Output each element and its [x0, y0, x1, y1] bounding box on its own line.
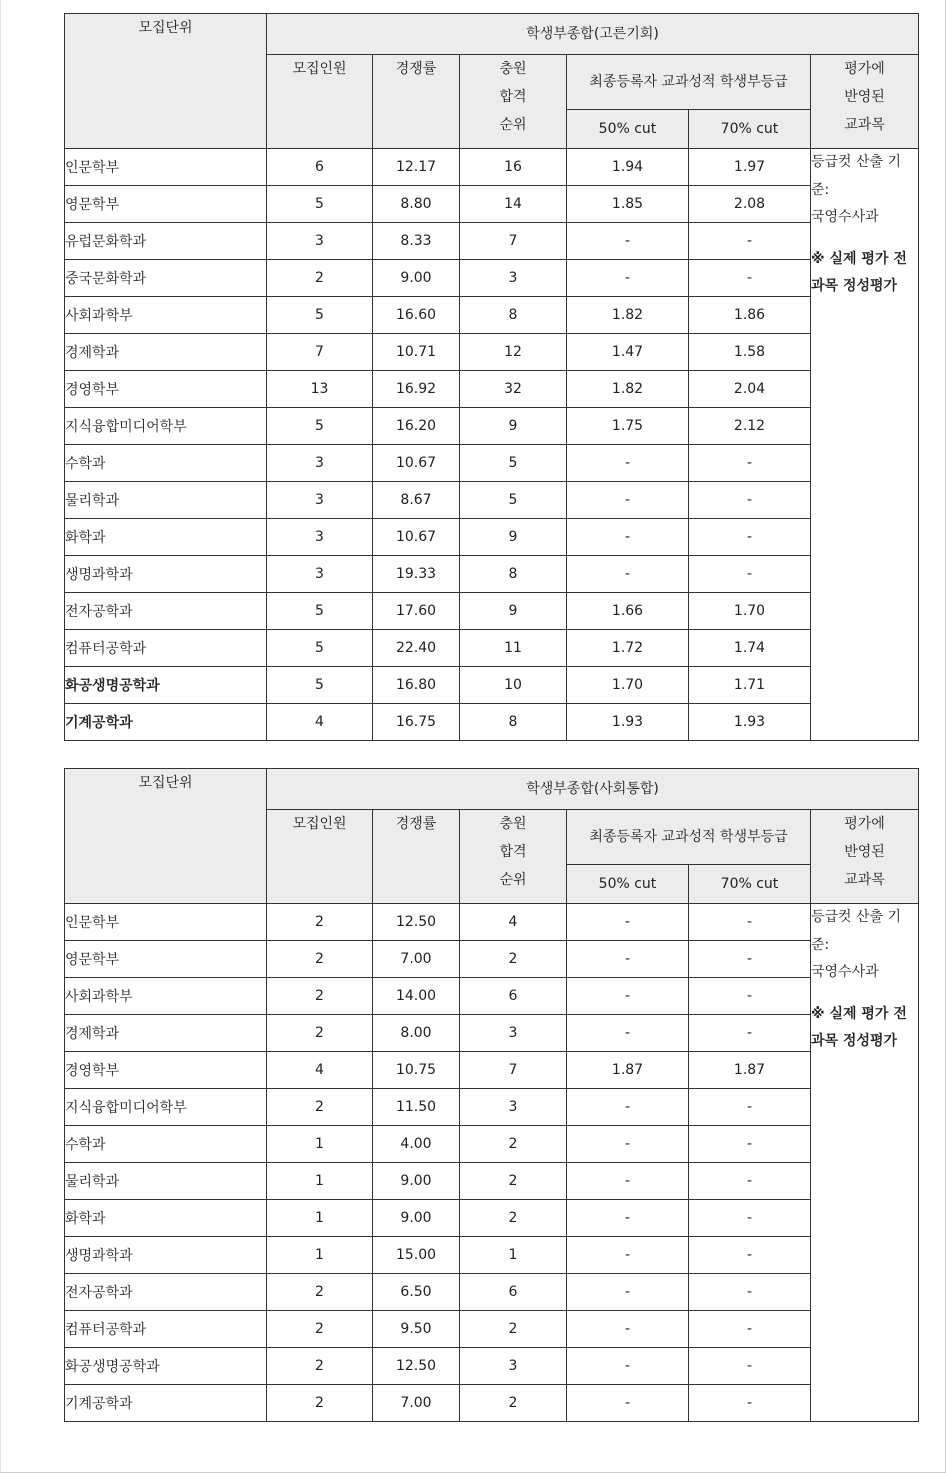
waitlist-rank-cell: 14: [460, 186, 567, 223]
header-waitlist-rank: 충원 합격 순위: [460, 55, 567, 149]
capacity-cell: 5: [267, 408, 373, 445]
waitlist-rank-cell: 7: [460, 1052, 567, 1089]
cut70-cell: -: [689, 1237, 811, 1274]
dept-name-cell: 사회과학부: [65, 297, 267, 334]
table-row: [65, 1385, 919, 1422]
table-row: [65, 1200, 919, 1237]
cut70-cell: -: [689, 904, 811, 941]
cut50-cell: -: [567, 941, 689, 978]
competition-rate-cell: 12.50: [373, 1348, 460, 1385]
cut70-cell: -: [689, 1348, 811, 1385]
capacity-cell: 2: [267, 904, 373, 941]
dept-name-cell: 화학과: [65, 1200, 267, 1237]
dept-name-cell: 컴퓨터공학과: [65, 1311, 267, 1348]
competition-rate-cell: 8.67: [373, 482, 460, 519]
cut70-cell: 1.71: [689, 667, 811, 704]
waitlist-rank-cell: 16: [460, 149, 567, 186]
table-row: [65, 482, 919, 519]
cut50-cell: -: [567, 978, 689, 1015]
cut50-cell: 1.75: [567, 408, 689, 445]
competition-rate-cell: 12.17: [373, 149, 460, 186]
header-capacity: 모집인원: [267, 810, 373, 904]
waitlist-rank-cell: 8: [460, 297, 567, 334]
table-row: [65, 704, 919, 741]
capacity-cell: 1: [267, 1126, 373, 1163]
capacity-cell: 2: [267, 1274, 373, 1311]
dept-name-cell: 사회과학부: [65, 978, 267, 1015]
dept-name-cell: 물리학과: [65, 482, 267, 519]
table-body: [65, 904, 919, 1422]
cut50-cell: -: [567, 1274, 689, 1311]
cut70-cell: 2.12: [689, 408, 811, 445]
dept-name-cell: 물리학과: [65, 1163, 267, 1200]
dept-name-cell: 중국문화학과: [65, 260, 267, 297]
dept-name-cell: 전자공학과: [65, 1274, 267, 1311]
cut50-cell: -: [567, 1311, 689, 1348]
waitlist-rank-cell: 2: [460, 941, 567, 978]
competition-rate-cell: 9.00: [373, 260, 460, 297]
cut50-cell: -: [567, 482, 689, 519]
header-subjects: 평가에 반영된 교과목: [811, 55, 919, 149]
table-row: [65, 593, 919, 630]
competition-rate-cell: 17.60: [373, 593, 460, 630]
cut70-cell: -: [689, 1385, 811, 1422]
competition-rate-cell: 8.80: [373, 186, 460, 223]
competition-rate-cell: 7.00: [373, 941, 460, 978]
dept-name-cell: 영문학부: [65, 941, 267, 978]
waitlist-rank-cell: 1: [460, 1237, 567, 1274]
dept-name-cell: 인문학부: [65, 904, 267, 941]
cut70-cell: -: [689, 1163, 811, 1200]
waitlist-rank-cell: 12: [460, 334, 567, 371]
capacity-cell: 2: [267, 260, 373, 297]
header-group: 학생부종합(사회통합): [267, 769, 919, 810]
capacity-cell: 3: [267, 223, 373, 260]
table-row: [65, 1126, 919, 1163]
waitlist-rank-cell: 3: [460, 1015, 567, 1052]
table-row: [65, 519, 919, 556]
waitlist-rank-cell: 6: [460, 978, 567, 1015]
cut50-cell: -: [567, 223, 689, 260]
cut70-cell: -: [689, 1311, 811, 1348]
cut50-cell: 1.72: [567, 630, 689, 667]
capacity-cell: 4: [267, 1052, 373, 1089]
competition-rate-cell: 8.00: [373, 1015, 460, 1052]
capacity-cell: 2: [267, 1348, 373, 1385]
capacity-cell: 3: [267, 482, 373, 519]
competition-rate-cell: 6.50: [373, 1274, 460, 1311]
waitlist-rank-cell: 2: [460, 1311, 567, 1348]
cut50-cell: -: [567, 1348, 689, 1385]
cut50-cell: 1.85: [567, 186, 689, 223]
cut70-cell: 1.74: [689, 630, 811, 667]
dept-name-cell: 화학과: [65, 519, 267, 556]
cut50-cell: -: [567, 904, 689, 941]
table-row: [65, 1237, 919, 1274]
table-row: [65, 297, 919, 334]
cut50-cell: 1.82: [567, 371, 689, 408]
waitlist-rank-cell: 9: [460, 593, 567, 630]
cut50-cell: 1.70: [567, 667, 689, 704]
cut50-cell: -: [567, 556, 689, 593]
cut70-cell: 2.04: [689, 371, 811, 408]
cut70-cell: -: [689, 556, 811, 593]
evaluation-note: [811, 904, 919, 1422]
dept-name-cell: 기계공학과: [65, 704, 267, 741]
waitlist-rank-cell: 4: [460, 904, 567, 941]
cut50-cell: -: [567, 519, 689, 556]
table-row: [65, 334, 919, 371]
table-row: [65, 630, 919, 667]
dept-name-cell: 유럽문화학과: [65, 223, 267, 260]
cut50-cell: 1.93: [567, 704, 689, 741]
dept-name-cell: 전자공학과: [65, 593, 267, 630]
capacity-cell: 2: [267, 1385, 373, 1422]
table-row: [65, 556, 919, 593]
waitlist-rank-cell: 32: [460, 371, 567, 408]
table-row: [65, 904, 919, 941]
capacity-cell: 1: [267, 1163, 373, 1200]
cut70-cell: -: [689, 978, 811, 1015]
table-row: [65, 408, 919, 445]
table-row: [65, 260, 919, 297]
dept-name-cell: 화공생명공학과: [65, 667, 267, 704]
admission-table-goreun: [64, 13, 919, 741]
table-body: [65, 149, 919, 741]
note-subjects: 국영수사과: [811, 209, 879, 225]
capacity-cell: 3: [267, 445, 373, 482]
dept-name-cell: 생명과학과: [65, 1237, 267, 1274]
table-row: [65, 149, 919, 186]
waitlist-rank-cell: 5: [460, 482, 567, 519]
cut70-cell: -: [689, 1274, 811, 1311]
table-row: [65, 1052, 919, 1089]
competition-rate-cell: 15.00: [373, 1237, 460, 1274]
cut70-cell: 1.93: [689, 704, 811, 741]
dept-name-cell: 수학과: [65, 1126, 267, 1163]
dept-name-cell: 컴퓨터공학과: [65, 630, 267, 667]
capacity-cell: 2: [267, 941, 373, 978]
cut70-cell: -: [689, 941, 811, 978]
cut70-cell: -: [689, 1089, 811, 1126]
competition-rate-cell: 16.20: [373, 408, 460, 445]
waitlist-rank-cell: 8: [460, 704, 567, 741]
table-row: [65, 1089, 919, 1126]
competition-rate-cell: 9.00: [373, 1163, 460, 1200]
table-row: [65, 1163, 919, 1200]
cut50-cell: -: [567, 1385, 689, 1422]
cut50-cell: -: [567, 1126, 689, 1163]
capacity-cell: 1: [267, 1237, 373, 1274]
waitlist-rank-cell: 2: [460, 1200, 567, 1237]
table-row: [65, 667, 919, 704]
waitlist-rank-cell: 3: [460, 1348, 567, 1385]
competition-rate-cell: 10.67: [373, 445, 460, 482]
waitlist-rank-cell: 7: [460, 223, 567, 260]
capacity-cell: 3: [267, 556, 373, 593]
competition-rate-cell: 8.33: [373, 223, 460, 260]
cut50-cell: -: [567, 1089, 689, 1126]
cut50-cell: -: [567, 445, 689, 482]
capacity-cell: 5: [267, 297, 373, 334]
capacity-cell: 5: [267, 593, 373, 630]
capacity-cell: 5: [267, 186, 373, 223]
waitlist-rank-cell: 6: [460, 1274, 567, 1311]
table-row: [65, 445, 919, 482]
cut70-cell: 2.08: [689, 186, 811, 223]
dept-name-cell: 경영학부: [65, 371, 267, 408]
dept-name-cell: 기계공학과: [65, 1385, 267, 1422]
capacity-cell: 7: [267, 334, 373, 371]
table-row: [65, 1311, 919, 1348]
waitlist-rank-cell: 8: [460, 556, 567, 593]
competition-rate-cell: 16.75: [373, 704, 460, 741]
waitlist-rank-cell: 2: [460, 1126, 567, 1163]
waitlist-rank-cell: 2: [460, 1163, 567, 1200]
competition-rate-cell: 16.60: [373, 297, 460, 334]
cut70-cell: -: [689, 445, 811, 482]
header-subjects: 평가에 반영된 교과목: [811, 810, 919, 904]
capacity-cell: 1: [267, 1200, 373, 1237]
cut70-cell: -: [689, 260, 811, 297]
note-criteria: 등급컷 산출 기준:: [811, 909, 902, 953]
capacity-cell: 2: [267, 978, 373, 1015]
header-cut50: 50% cut: [567, 110, 689, 149]
admission-table-sahoe: [64, 768, 919, 1422]
waitlist-rank-cell: 3: [460, 1089, 567, 1126]
header-competition: 경쟁률: [373, 55, 460, 149]
dept-name-cell: 경영학부: [65, 1052, 267, 1089]
cut70-cell: 1.97: [689, 149, 811, 186]
table-row: [65, 941, 919, 978]
note-criteria: 등급컷 산출 기준:: [811, 154, 902, 198]
cut70-cell: 1.70: [689, 593, 811, 630]
dept-name-cell: 경제학과: [65, 1015, 267, 1052]
dept-name-cell: 화공생명공학과: [65, 1348, 267, 1385]
header-unit: 모집단위: [65, 14, 267, 149]
cut70-cell: -: [689, 223, 811, 260]
waitlist-rank-cell: 5: [460, 445, 567, 482]
competition-rate-cell: 10.67: [373, 519, 460, 556]
table-row: [65, 1015, 919, 1052]
cut50-cell: -: [567, 1200, 689, 1237]
header-unit: 모집단위: [65, 769, 267, 904]
cut70-cell: 1.86: [689, 297, 811, 334]
dept-name-cell: 영문학부: [65, 186, 267, 223]
capacity-cell: 6: [267, 149, 373, 186]
cut70-cell: -: [689, 1200, 811, 1237]
cut70-cell: -: [689, 1015, 811, 1052]
note-qualitative: ※ 실제 평가 전과목 정성평가: [811, 1005, 907, 1049]
competition-rate-cell: 9.50: [373, 1311, 460, 1348]
cut50-cell: 1.94: [567, 149, 689, 186]
capacity-cell: 5: [267, 630, 373, 667]
waitlist-rank-cell: 11: [460, 630, 567, 667]
header-cut70: 70% cut: [689, 865, 811, 904]
dept-name-cell: 인문학부: [65, 149, 267, 186]
header-grade: 최종등록자 교과성적 학생부등급: [567, 810, 811, 865]
competition-rate-cell: 9.00: [373, 1200, 460, 1237]
waitlist-rank-cell: 2: [460, 1385, 567, 1422]
cut50-cell: -: [567, 1015, 689, 1052]
dept-name-cell: 생명과학과: [65, 556, 267, 593]
dept-name-cell: 경제학과: [65, 334, 267, 371]
note-qualitative: ※ 실제 평가 전과목 정성평가: [811, 250, 907, 294]
competition-rate-cell: 14.00: [373, 978, 460, 1015]
cut50-cell: 1.47: [567, 334, 689, 371]
table-row: [65, 1274, 919, 1311]
competition-rate-cell: 19.33: [373, 556, 460, 593]
cut70-cell: 1.58: [689, 334, 811, 371]
note-subjects: 국영수사과: [811, 964, 879, 980]
cut70-cell: -: [689, 519, 811, 556]
competition-rate-cell: 12.50: [373, 904, 460, 941]
cut50-cell: 1.87: [567, 1052, 689, 1089]
dept-name-cell: 수학과: [65, 445, 267, 482]
table-row: [65, 186, 919, 223]
evaluation-note: [811, 149, 919, 741]
header-cut50: 50% cut: [567, 865, 689, 904]
header-competition: 경쟁률: [373, 810, 460, 904]
cut50-cell: -: [567, 1237, 689, 1274]
competition-rate-cell: 22.40: [373, 630, 460, 667]
capacity-cell: 13: [267, 371, 373, 408]
waitlist-rank-cell: 9: [460, 519, 567, 556]
capacity-cell: 2: [267, 1015, 373, 1052]
dept-name-cell: 지식융합미디어학부: [65, 408, 267, 445]
cut70-cell: -: [689, 1126, 811, 1163]
capacity-cell: 4: [267, 704, 373, 741]
cut50-cell: -: [567, 1163, 689, 1200]
competition-rate-cell: 7.00: [373, 1385, 460, 1422]
capacity-cell: 5: [267, 667, 373, 704]
competition-rate-cell: 10.75: [373, 1052, 460, 1089]
table-row: [65, 1348, 919, 1385]
competition-rate-cell: 10.71: [373, 334, 460, 371]
header-grade: 최종등록자 교과성적 학생부등급: [567, 55, 811, 110]
competition-rate-cell: 4.00: [373, 1126, 460, 1163]
capacity-cell: 2: [267, 1089, 373, 1126]
header-waitlist-rank: 충원 합격 순위: [460, 810, 567, 904]
competition-rate-cell: 16.92: [373, 371, 460, 408]
cut50-cell: -: [567, 260, 689, 297]
header-cut70: 70% cut: [689, 110, 811, 149]
dept-name-cell: 지식융합미디어학부: [65, 1089, 267, 1126]
cut50-cell: 1.82: [567, 297, 689, 334]
table-row: [65, 223, 919, 260]
table-row: [65, 978, 919, 1015]
capacity-cell: 3: [267, 519, 373, 556]
table-row: [65, 371, 919, 408]
cut70-cell: 1.87: [689, 1052, 811, 1089]
waitlist-rank-cell: 10: [460, 667, 567, 704]
waitlist-rank-cell: 9: [460, 408, 567, 445]
cut50-cell: 1.66: [567, 593, 689, 630]
waitlist-rank-cell: 3: [460, 260, 567, 297]
competition-rate-cell: 16.80: [373, 667, 460, 704]
cut70-cell: -: [689, 482, 811, 519]
header-group: 학생부종합(고른기회): [267, 14, 919, 55]
header-capacity: 모집인원: [267, 55, 373, 149]
capacity-cell: 2: [267, 1311, 373, 1348]
competition-rate-cell: 11.50: [373, 1089, 460, 1126]
